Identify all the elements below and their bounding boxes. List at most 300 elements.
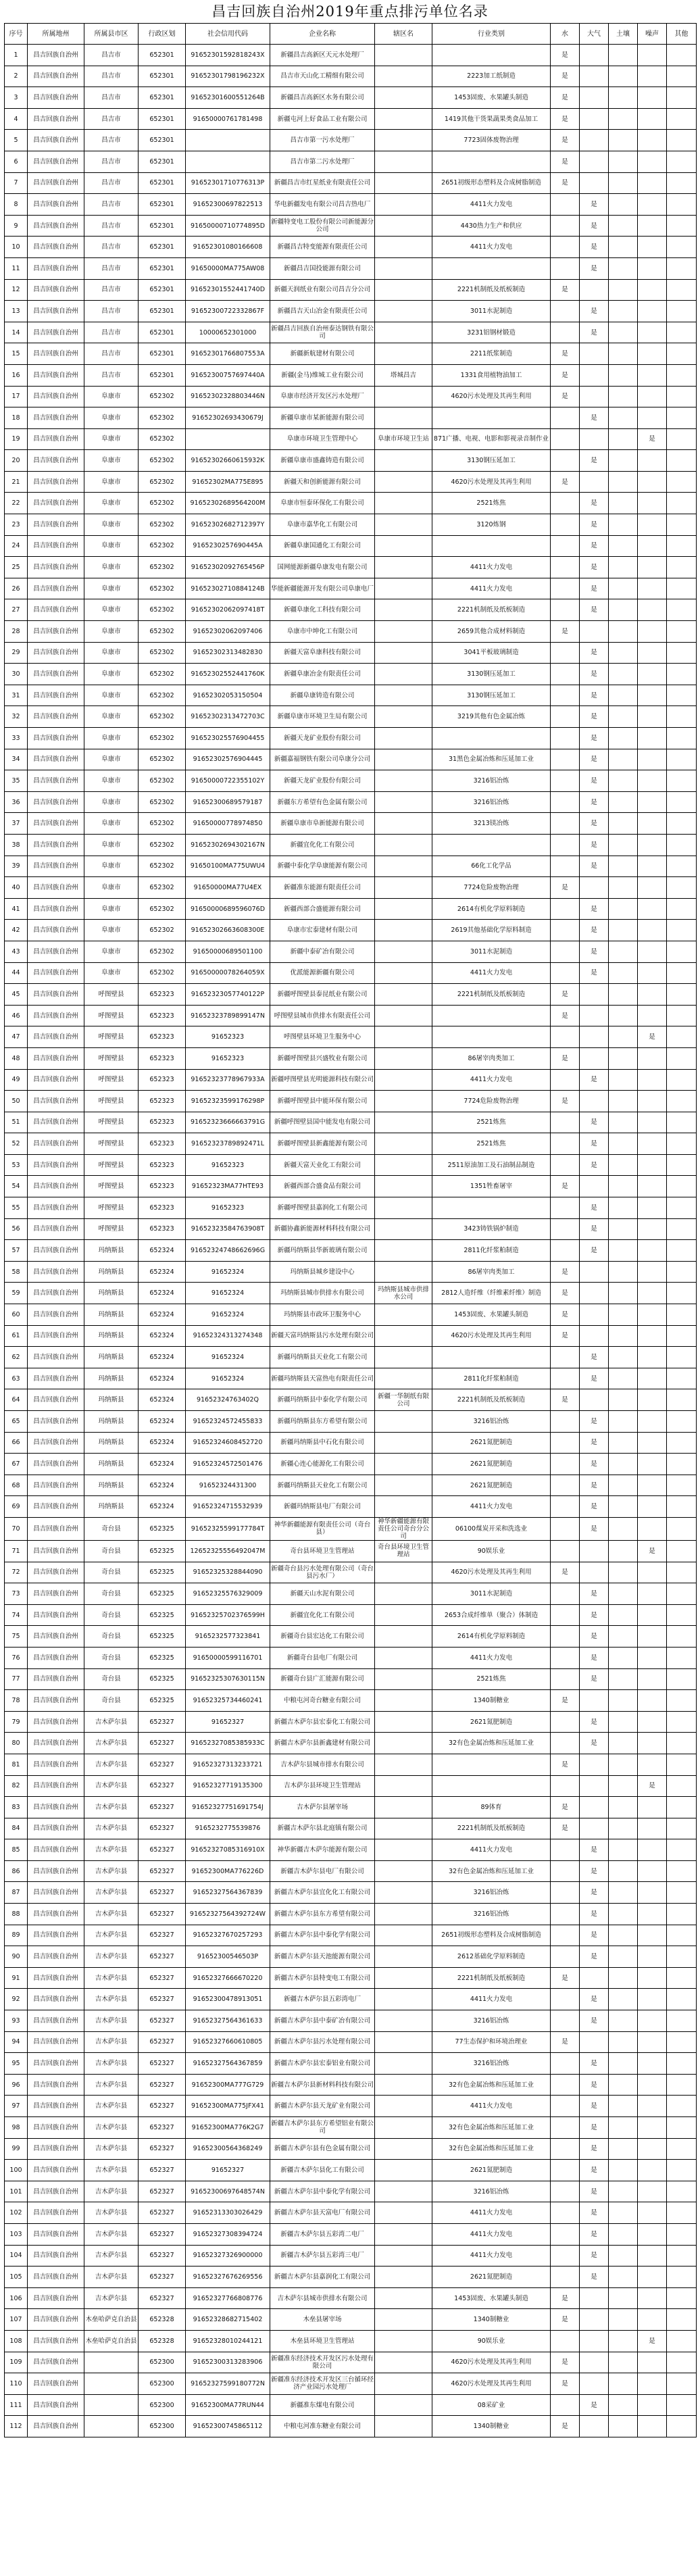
col-air xyxy=(580,1047,609,1069)
col-noise xyxy=(638,301,667,322)
col-jurisdiction xyxy=(375,2223,432,2245)
col-industry: 1453固废、水果罐头制造 xyxy=(432,2287,551,2309)
col-soil xyxy=(609,301,638,322)
col-jurisdiction xyxy=(375,151,432,172)
col-air xyxy=(580,2031,609,2053)
col-soil xyxy=(609,1389,638,1411)
col-company-name: 新疆昌吉市红星纸业有限责任公司 xyxy=(270,172,375,194)
col-air: 是 xyxy=(580,2160,609,2181)
col-county: 昌吉市 xyxy=(84,130,139,151)
col-water: 是 xyxy=(551,108,580,130)
table-row xyxy=(5,2010,697,2032)
col-prefecture: 昌吉回族自治州 xyxy=(28,1839,84,1861)
col-other xyxy=(667,856,697,877)
col-index: 39 xyxy=(5,856,28,877)
col-other xyxy=(667,2309,697,2331)
col-company-name: 新疆阜康化工科技有限公司 xyxy=(270,599,375,621)
col-soil xyxy=(609,130,638,151)
col-company-name: 新疆吉木萨尔县东方希望铝业有限公司 xyxy=(270,2117,375,2139)
col-region-code: 652327 xyxy=(139,2181,186,2202)
col-prefecture: 昌吉回族自治州 xyxy=(28,1368,84,1389)
col-noise xyxy=(638,2181,667,2202)
col-soil xyxy=(609,1496,638,1518)
table-row xyxy=(5,578,697,599)
col-noise xyxy=(638,2053,667,2075)
col-region-code: 652302 xyxy=(139,706,186,728)
col-credit-code: 91652301600551264B xyxy=(186,87,270,109)
col-county: 奇台县 xyxy=(84,1668,139,1690)
col-soil xyxy=(609,1304,638,1326)
col-county: 吉木萨尔县 xyxy=(84,2160,139,2181)
col-region-code: 652324 xyxy=(139,1368,186,1389)
col-company-name: 新疆心连心能源化工有限公司 xyxy=(270,1454,375,1475)
col-company-name: 吉木萨尔县环境卫生管理站 xyxy=(270,1775,375,1797)
col-prefecture: 昌吉回族自治州 xyxy=(28,898,84,920)
col-noise xyxy=(638,1240,667,1262)
col-industry: 7724危险废物治理 xyxy=(432,877,551,899)
col-credit-code: 91652302062097406 xyxy=(186,621,270,643)
col-soil xyxy=(609,1946,638,1968)
col-soil xyxy=(609,194,638,216)
col-jurisdiction xyxy=(375,941,432,962)
col-county: 昌吉市 xyxy=(84,66,139,87)
table-row xyxy=(5,2138,697,2160)
col-prefecture: 昌吉回族自治州 xyxy=(28,1154,84,1176)
col-county: 呼图壁县 xyxy=(84,1026,139,1048)
col-credit-code: 91652301766807553A xyxy=(186,343,270,365)
col-county: 玛纳斯县 xyxy=(84,1261,139,1283)
col-water xyxy=(551,557,580,578)
col-prefecture: 昌吉回族自治州 xyxy=(28,1283,84,1304)
col-other xyxy=(667,194,697,216)
col-index: 76 xyxy=(5,1647,28,1668)
col-industry: 2653合成纤维单（聚合）体制造 xyxy=(432,1604,551,1626)
col-noise xyxy=(638,578,667,599)
col-credit-code: 91652301592818243X xyxy=(186,45,270,66)
col-county: 吉木萨尔县 xyxy=(84,1967,139,1989)
col-company-name: 新疆昌吉高新区水务有限公司 xyxy=(270,87,375,109)
table-row xyxy=(5,1647,697,1668)
col-prefecture: 昌吉回族自治州 xyxy=(28,770,84,792)
col-credit-code: 91650000689501100 xyxy=(186,941,270,962)
col-credit-code: 91652327660610805 xyxy=(186,2031,270,2053)
col-index: 6 xyxy=(5,151,28,172)
col-region-code: 652302 xyxy=(139,962,186,984)
col-industry: 4620污水处理及其再生利用 xyxy=(432,1325,551,1347)
col-company-name: 新疆呼图壁县兴盛牧业有限公司 xyxy=(270,1047,375,1069)
col-prefecture: 昌吉回族自治州 xyxy=(28,1047,84,1069)
col-other xyxy=(667,66,697,87)
col-county: 呼图壁县 xyxy=(84,1176,139,1197)
col-county: 呼图壁县 xyxy=(84,1091,139,1112)
col-company-name: 新疆协鑫新能源材料科技有限公司 xyxy=(270,1218,375,1240)
col-other xyxy=(667,920,697,941)
col-water xyxy=(551,514,580,536)
col-noise xyxy=(638,1496,667,1518)
col-industry: 3011水泥制造 xyxy=(432,301,551,322)
col-noise xyxy=(638,1432,667,1454)
table-row xyxy=(5,1668,697,1690)
col-air xyxy=(580,2287,609,2309)
col-index: 28 xyxy=(5,621,28,643)
col-industry: 2511原油加工及石油制品制造 xyxy=(432,1154,551,1176)
col-other xyxy=(667,2010,697,2032)
col-water xyxy=(551,1368,580,1389)
col-region-code: 652302 xyxy=(139,599,186,621)
col-soil xyxy=(609,2202,638,2224)
col-credit-code: 91652324431300 xyxy=(186,1475,270,1496)
col-soil xyxy=(609,2267,638,2288)
table-row xyxy=(5,386,697,407)
col-index: 20 xyxy=(5,450,28,472)
col-water: 是 xyxy=(551,2416,580,2437)
col-region-code: 652302 xyxy=(139,770,186,792)
col-company-name: 昌吉市天山化工精细有限公司 xyxy=(270,66,375,87)
col-prefecture: 昌吉回族自治州 xyxy=(28,1904,84,1925)
col-credit-code: 91652323666663791G xyxy=(186,1112,270,1133)
col-soil xyxy=(609,2416,638,2437)
col-industry: 4620污水处理及其再生利用 xyxy=(432,2352,551,2373)
col-industry: 4411火力发电 xyxy=(432,1839,551,1861)
col-credit-code: 91652302689564200M xyxy=(186,493,270,514)
col-jurisdiction xyxy=(375,2416,432,2437)
col-air: 是 xyxy=(580,1454,609,1475)
col-noise xyxy=(638,87,667,109)
col-noise xyxy=(638,2202,667,2224)
col-credit-code: 91652323789892471L xyxy=(186,1133,270,1155)
col-index: 11 xyxy=(5,257,28,279)
col-index: 48 xyxy=(5,1047,28,1069)
col-other xyxy=(667,984,697,1006)
col-other xyxy=(667,1325,697,1347)
col-county: 玛纳斯县 xyxy=(84,1475,139,1496)
col-jurisdiction xyxy=(375,130,432,151)
col-industry xyxy=(432,1005,551,1026)
col-water xyxy=(551,728,580,749)
col-prefecture: 昌吉回族自治州 xyxy=(28,1647,84,1668)
table-row xyxy=(5,45,697,66)
col-region-code: 652327 xyxy=(139,2223,186,2245)
col-noise xyxy=(638,2096,667,2117)
col-index: 80 xyxy=(5,1733,28,1754)
col-water xyxy=(551,664,580,685)
col-index: 110 xyxy=(5,2373,28,2395)
col-company-name: 新疆准东能源有限责任公司 xyxy=(270,877,375,899)
col-region-code: 652328 xyxy=(139,2330,186,2352)
col-region-code: 652323 xyxy=(139,1026,186,1048)
table-row xyxy=(5,1517,697,1540)
col-index: 41 xyxy=(5,898,28,920)
col-index: 30 xyxy=(5,664,28,685)
col-region-code: 652325 xyxy=(139,1540,186,1562)
col-water: 是 xyxy=(551,1389,580,1411)
col-prefecture: 昌吉回族自治州 xyxy=(28,407,84,429)
col-prefecture: 昌吉回族自治州 xyxy=(28,642,84,664)
col-region-code: 652301 xyxy=(139,151,186,172)
col-credit-code xyxy=(186,151,270,172)
table-row xyxy=(5,1604,697,1626)
col-company-name: 新疆吉木萨尔县天龙矿业有限公司 xyxy=(270,2096,375,2117)
header-company-name: 企业名称 xyxy=(270,24,375,45)
col-other xyxy=(667,1347,697,1368)
table-row xyxy=(5,2031,697,2053)
col-jurisdiction xyxy=(375,1797,432,1818)
col-company-name: 新疆奇台县广汇能源有限公司 xyxy=(270,1668,375,1690)
col-soil xyxy=(609,1133,638,1155)
table-row xyxy=(5,1583,697,1605)
col-air xyxy=(580,428,609,450)
col-company-name: 新疆玛纳斯县天业化工有限公司 xyxy=(270,1347,375,1368)
col-county: 玛纳斯县 xyxy=(84,1496,139,1518)
table-row xyxy=(5,877,697,899)
col-industry xyxy=(432,1197,551,1219)
col-air: 是 xyxy=(580,2267,609,2288)
col-water: 是 xyxy=(551,1818,580,1839)
col-prefecture: 昌吉回族自治州 xyxy=(28,1304,84,1326)
col-credit-code: 91652327666670220 xyxy=(186,1967,270,1989)
col-company-name: 新疆(金马)维城工业有限公司 xyxy=(270,364,375,386)
col-other xyxy=(667,685,697,706)
col-region-code: 652302 xyxy=(139,664,186,685)
col-other xyxy=(667,1946,697,1968)
col-jurisdiction xyxy=(375,1454,432,1475)
col-company-name: 新疆吉木萨尔县特变电工有限公司 xyxy=(270,1967,375,1989)
col-company-name: 新疆吉木萨尔县五彩湾二电厂 xyxy=(270,2223,375,2245)
col-prefecture: 昌吉回族自治州 xyxy=(28,1005,84,1026)
col-index: 5 xyxy=(5,130,28,151)
col-air xyxy=(580,130,609,151)
col-other xyxy=(667,621,697,643)
col-jurisdiction xyxy=(375,1647,432,1668)
col-region-code: 652327 xyxy=(139,1797,186,1818)
col-company-name: 神华新疆能源有限责任公司（奇台县） xyxy=(270,1517,375,1540)
col-industry: 2221机制纸及纸板制造 xyxy=(432,984,551,1006)
col-company-name: 阜康市恒泰环保化工有限公司 xyxy=(270,493,375,514)
col-air xyxy=(580,471,609,493)
table-row xyxy=(5,1754,697,1775)
table-row xyxy=(5,2309,697,2331)
col-index: 72 xyxy=(5,1562,28,1583)
col-prefecture: 昌吉回族自治州 xyxy=(28,1690,84,1712)
col-noise xyxy=(638,1604,667,1626)
table-row xyxy=(5,1540,697,1562)
col-region-code: 652327 xyxy=(139,1925,186,1946)
col-credit-code: 91650000MA775AW08 xyxy=(186,257,270,279)
table-row xyxy=(5,87,697,109)
col-county: 吉木萨尔县 xyxy=(84,2245,139,2267)
col-soil xyxy=(609,770,638,792)
col-noise xyxy=(638,1005,667,1026)
col-air: 是 xyxy=(580,2117,609,2139)
col-jurisdiction xyxy=(375,2096,432,2117)
col-air: 是 xyxy=(580,322,609,343)
col-jurisdiction xyxy=(375,172,432,194)
col-prefecture: 昌吉回族自治州 xyxy=(28,386,84,407)
col-industry: 4430热力生产和供应 xyxy=(432,215,551,237)
table-row xyxy=(5,642,697,664)
col-industry: 2614有机化学原料制造 xyxy=(432,898,551,920)
col-company-name: 新疆特变电工股份有限公司新能源分公司 xyxy=(270,215,375,237)
col-industry: 4411火力发电 xyxy=(432,1647,551,1668)
col-water xyxy=(551,578,580,599)
col-region-code: 652300 xyxy=(139,2416,186,2437)
col-noise xyxy=(638,2394,667,2416)
col-water xyxy=(551,749,580,770)
col-jurisdiction xyxy=(375,194,432,216)
table-row xyxy=(5,984,697,1006)
col-soil xyxy=(609,578,638,599)
col-noise xyxy=(638,1733,667,1754)
table-row xyxy=(5,834,697,856)
col-water xyxy=(551,2202,580,2224)
col-prefecture: 昌吉回族自治州 xyxy=(28,1454,84,1475)
col-jurisdiction xyxy=(375,1176,432,1197)
col-index: 95 xyxy=(5,2053,28,2075)
table-row xyxy=(5,471,697,493)
col-index: 13 xyxy=(5,301,28,322)
polluter-table xyxy=(4,23,697,2437)
col-soil xyxy=(609,279,638,301)
col-soil xyxy=(609,962,638,984)
table-row xyxy=(5,1411,697,1433)
col-index: 99 xyxy=(5,2138,28,2160)
col-region-code: 652327 xyxy=(139,1754,186,1775)
col-other xyxy=(667,1304,697,1326)
table-row xyxy=(5,1454,697,1475)
col-prefecture: 昌吉回族自治州 xyxy=(28,2096,84,2117)
col-jurisdiction xyxy=(375,45,432,66)
col-credit-code: 91652327564367859 xyxy=(186,2053,270,2075)
col-noise xyxy=(638,2352,667,2373)
table-row xyxy=(5,749,697,770)
col-prefecture: 昌吉回族自治州 xyxy=(28,45,84,66)
col-air: 是 xyxy=(580,2074,609,2096)
col-air: 是 xyxy=(580,2096,609,2117)
col-index: 71 xyxy=(5,1540,28,1562)
col-company-name: 新疆昌吉天山冶金有限责任公司 xyxy=(270,301,375,322)
col-prefecture: 昌吉回族自治州 xyxy=(28,471,84,493)
col-soil xyxy=(609,1733,638,1754)
table-row xyxy=(5,1154,697,1176)
col-county: 阜康市 xyxy=(84,834,139,856)
col-jurisdiction xyxy=(375,2138,432,2160)
table-row xyxy=(5,856,697,877)
col-water: 是 xyxy=(551,877,580,899)
col-water xyxy=(551,962,580,984)
col-industry: 4411火力发电 xyxy=(432,1069,551,1091)
col-industry: 2619其他基础化学原料制造 xyxy=(432,920,551,941)
col-air xyxy=(580,1797,609,1818)
col-county: 奇台县 xyxy=(84,1626,139,1648)
table-row xyxy=(5,450,697,472)
col-soil xyxy=(609,172,638,194)
col-industry xyxy=(432,45,551,66)
col-soil xyxy=(609,1454,638,1475)
col-credit-code: 91652324572455833 xyxy=(186,1411,270,1433)
col-county: 阜康市 xyxy=(84,941,139,962)
col-soil xyxy=(609,1904,638,1925)
col-industry: 4411火力发电 xyxy=(432,2096,551,2117)
col-index: 108 xyxy=(5,2330,28,2352)
col-prefecture: 昌吉回族自治州 xyxy=(28,1967,84,1989)
col-prefecture: 昌吉回族自治州 xyxy=(28,1411,84,1433)
col-other xyxy=(667,1154,697,1176)
col-industry xyxy=(432,1754,551,1775)
table-row xyxy=(5,920,697,941)
col-noise xyxy=(638,1668,667,1690)
col-index: 35 xyxy=(5,770,28,792)
header-jurisdiction: 辖区名 xyxy=(375,24,432,45)
col-county: 昌吉市 xyxy=(84,279,139,301)
col-noise xyxy=(638,1925,667,1946)
col-jurisdiction xyxy=(375,514,432,536)
col-index: 92 xyxy=(5,1989,28,2010)
col-credit-code: 91650000722355102Y xyxy=(186,770,270,792)
col-credit-code: 9165230257690445A xyxy=(186,535,270,557)
col-soil xyxy=(609,2373,638,2395)
col-air: 是 xyxy=(580,514,609,536)
col-noise xyxy=(638,834,667,856)
col-company-name: 国网能源新疆阜康发电有限公司 xyxy=(270,557,375,578)
col-region-code: 652324 xyxy=(139,1411,186,1433)
col-soil xyxy=(609,749,638,770)
col-soil xyxy=(609,322,638,343)
col-company-name: 新疆屯河上好食品工业有限公司 xyxy=(270,108,375,130)
col-prefecture: 昌吉回族自治州 xyxy=(28,1347,84,1368)
col-jurisdiction xyxy=(375,1005,432,1026)
col-region-code: 652301 xyxy=(139,108,186,130)
col-other xyxy=(667,1967,697,1989)
col-region-code: 652302 xyxy=(139,642,186,664)
table-row xyxy=(5,2117,697,2139)
col-soil xyxy=(609,2010,638,2032)
col-credit-code: 91650000689596076D xyxy=(186,898,270,920)
col-credit-code: 91652327308394724 xyxy=(186,2223,270,2245)
col-company-name: 新疆玛纳斯县电厂有限公司 xyxy=(270,1496,375,1518)
col-water: 是 xyxy=(551,1562,580,1583)
col-noise xyxy=(638,2309,667,2331)
col-county: 木垒哈萨克自治县 xyxy=(84,2330,139,2352)
col-credit-code: 91652300697822513 xyxy=(186,194,270,216)
col-soil xyxy=(609,664,638,685)
col-region-code: 652301 xyxy=(139,130,186,151)
col-prefecture: 昌吉回族自治州 xyxy=(28,791,84,813)
col-water xyxy=(551,1989,580,2010)
col-credit-code: 91652323057740122P xyxy=(186,984,270,1006)
col-soil xyxy=(609,1283,638,1304)
col-air: 是 xyxy=(580,749,609,770)
col-region-code: 652324 xyxy=(139,1325,186,1347)
col-jurisdiction xyxy=(375,728,432,749)
col-county xyxy=(84,2373,139,2395)
col-air: 是 xyxy=(580,1668,609,1690)
col-air: 是 xyxy=(580,1989,609,2010)
col-noise xyxy=(638,1647,667,1668)
col-county: 阜康市 xyxy=(84,557,139,578)
col-prefecture: 昌吉回族自治州 xyxy=(28,514,84,536)
col-jurisdiction xyxy=(375,1496,432,1518)
col-air xyxy=(580,984,609,1006)
col-region-code: 652323 xyxy=(139,1154,186,1176)
col-air: 是 xyxy=(580,2010,609,2032)
col-industry: 2659其他合成材料制造 xyxy=(432,621,551,643)
col-other xyxy=(667,1562,697,1583)
col-prefecture: 昌吉回族自治州 xyxy=(28,364,84,386)
col-credit-code: 91652300697648574N xyxy=(186,2181,270,2202)
col-index: 83 xyxy=(5,1797,28,1818)
col-water xyxy=(551,2074,580,2096)
col-index: 70 xyxy=(5,1517,28,1540)
